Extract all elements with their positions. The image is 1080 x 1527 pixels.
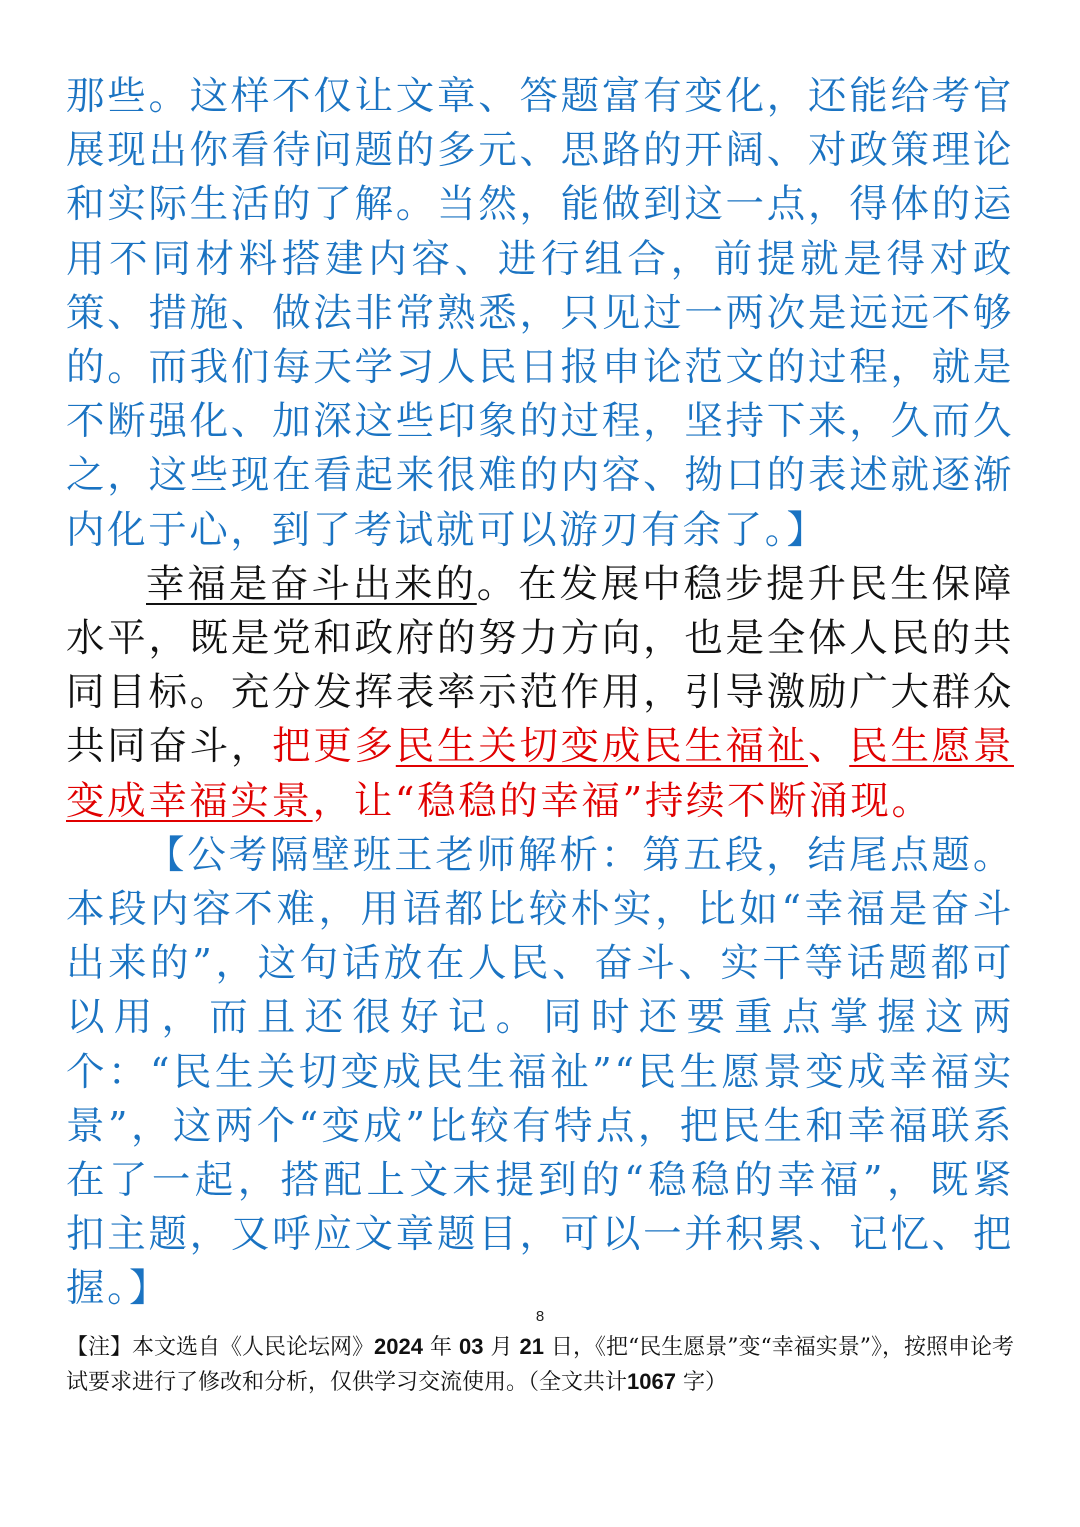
page-number: 8: [535, 1308, 545, 1325]
footer-text: 月: [490, 1335, 513, 1360]
footer-text: 字）: [682, 1370, 727, 1395]
footer-text: 日，《把“民生愿景”变“幸福实景”》，按照申论考试要求进行了修改和分析，仅供学习交流使用。（全文共计: [66, 1335, 1014, 1395]
footer-text: 年: [429, 1335, 452, 1360]
underlined-phrase: 幸福是奋斗出来的: [146, 561, 477, 607]
footer-text: 【注】本文选自《人民论坛网》: [66, 1335, 375, 1360]
body-paragraph: [66, 558, 1014, 829]
body-text: 。在发展中稳步提升民生保障水平，既是党和政府的努力方向，也是全体人民的共同目标。充分发挥表率示范作用，引导激励广大群众共同奋斗，: [66, 561, 1014, 770]
red-separator: 、: [807, 724, 850, 770]
footer-note: [66, 1330, 1014, 1400]
red-underline-2: 民生愿景变成幸福实景: [66, 724, 1014, 824]
red-underline-1: 民生关切变成民生福祉: [395, 724, 808, 770]
analysis-paragraph: 【公考隔壁班王老师解析：第五段，结尾点题。本段内容不难，用语都比较朴实，比如“幸福是奋斗出来的”，这句话放在人民、奋斗、实干等话题都可以用，而且还很好记。同时还要重点掌握这两个：“民生关切变成民生福祉”“民生愿景变成幸福实景”，这两个“变成”比较有特点，把民生和幸福联系在了一起，搭配上文末提到的“稳稳的幸福”，既紧扣主题，又呼应文章题目，可以一并积累、记忆、把握。】: [66, 832, 1014, 1312]
red-tail: ，让“稳稳的幸福”持续不断涌现。: [312, 778, 933, 824]
footer-count: 1067: [627, 1369, 676, 1394]
footer-month: 03: [458, 1334, 484, 1359]
footer-day: 21: [519, 1334, 544, 1359]
footer-year: 2024: [374, 1334, 423, 1359]
document-body: [66, 70, 1014, 1317]
analysis-continuation: 那些。这样不仅让文章、答题富有变化，还能给考官展现出你看待问题的多元、思路的开阔、对政策理论和实际生活的了解。当然，能做到这一点，得体的运用不同材料搭建内容、进行组合，前提就是得对政策、措施、做法非常熟悉，只见过一两次是远远不够的。而我们每天学习人民日报申论范文的过程，就是不断强化、加深这些印象的过程，坚持下来，久而久之，这些现在看起来很难的内容、拗口的表述就逐渐内化于心，到了考试就可以游刃有余了。】: [66, 74, 1014, 553]
red-lead: 把更多: [272, 724, 396, 770]
